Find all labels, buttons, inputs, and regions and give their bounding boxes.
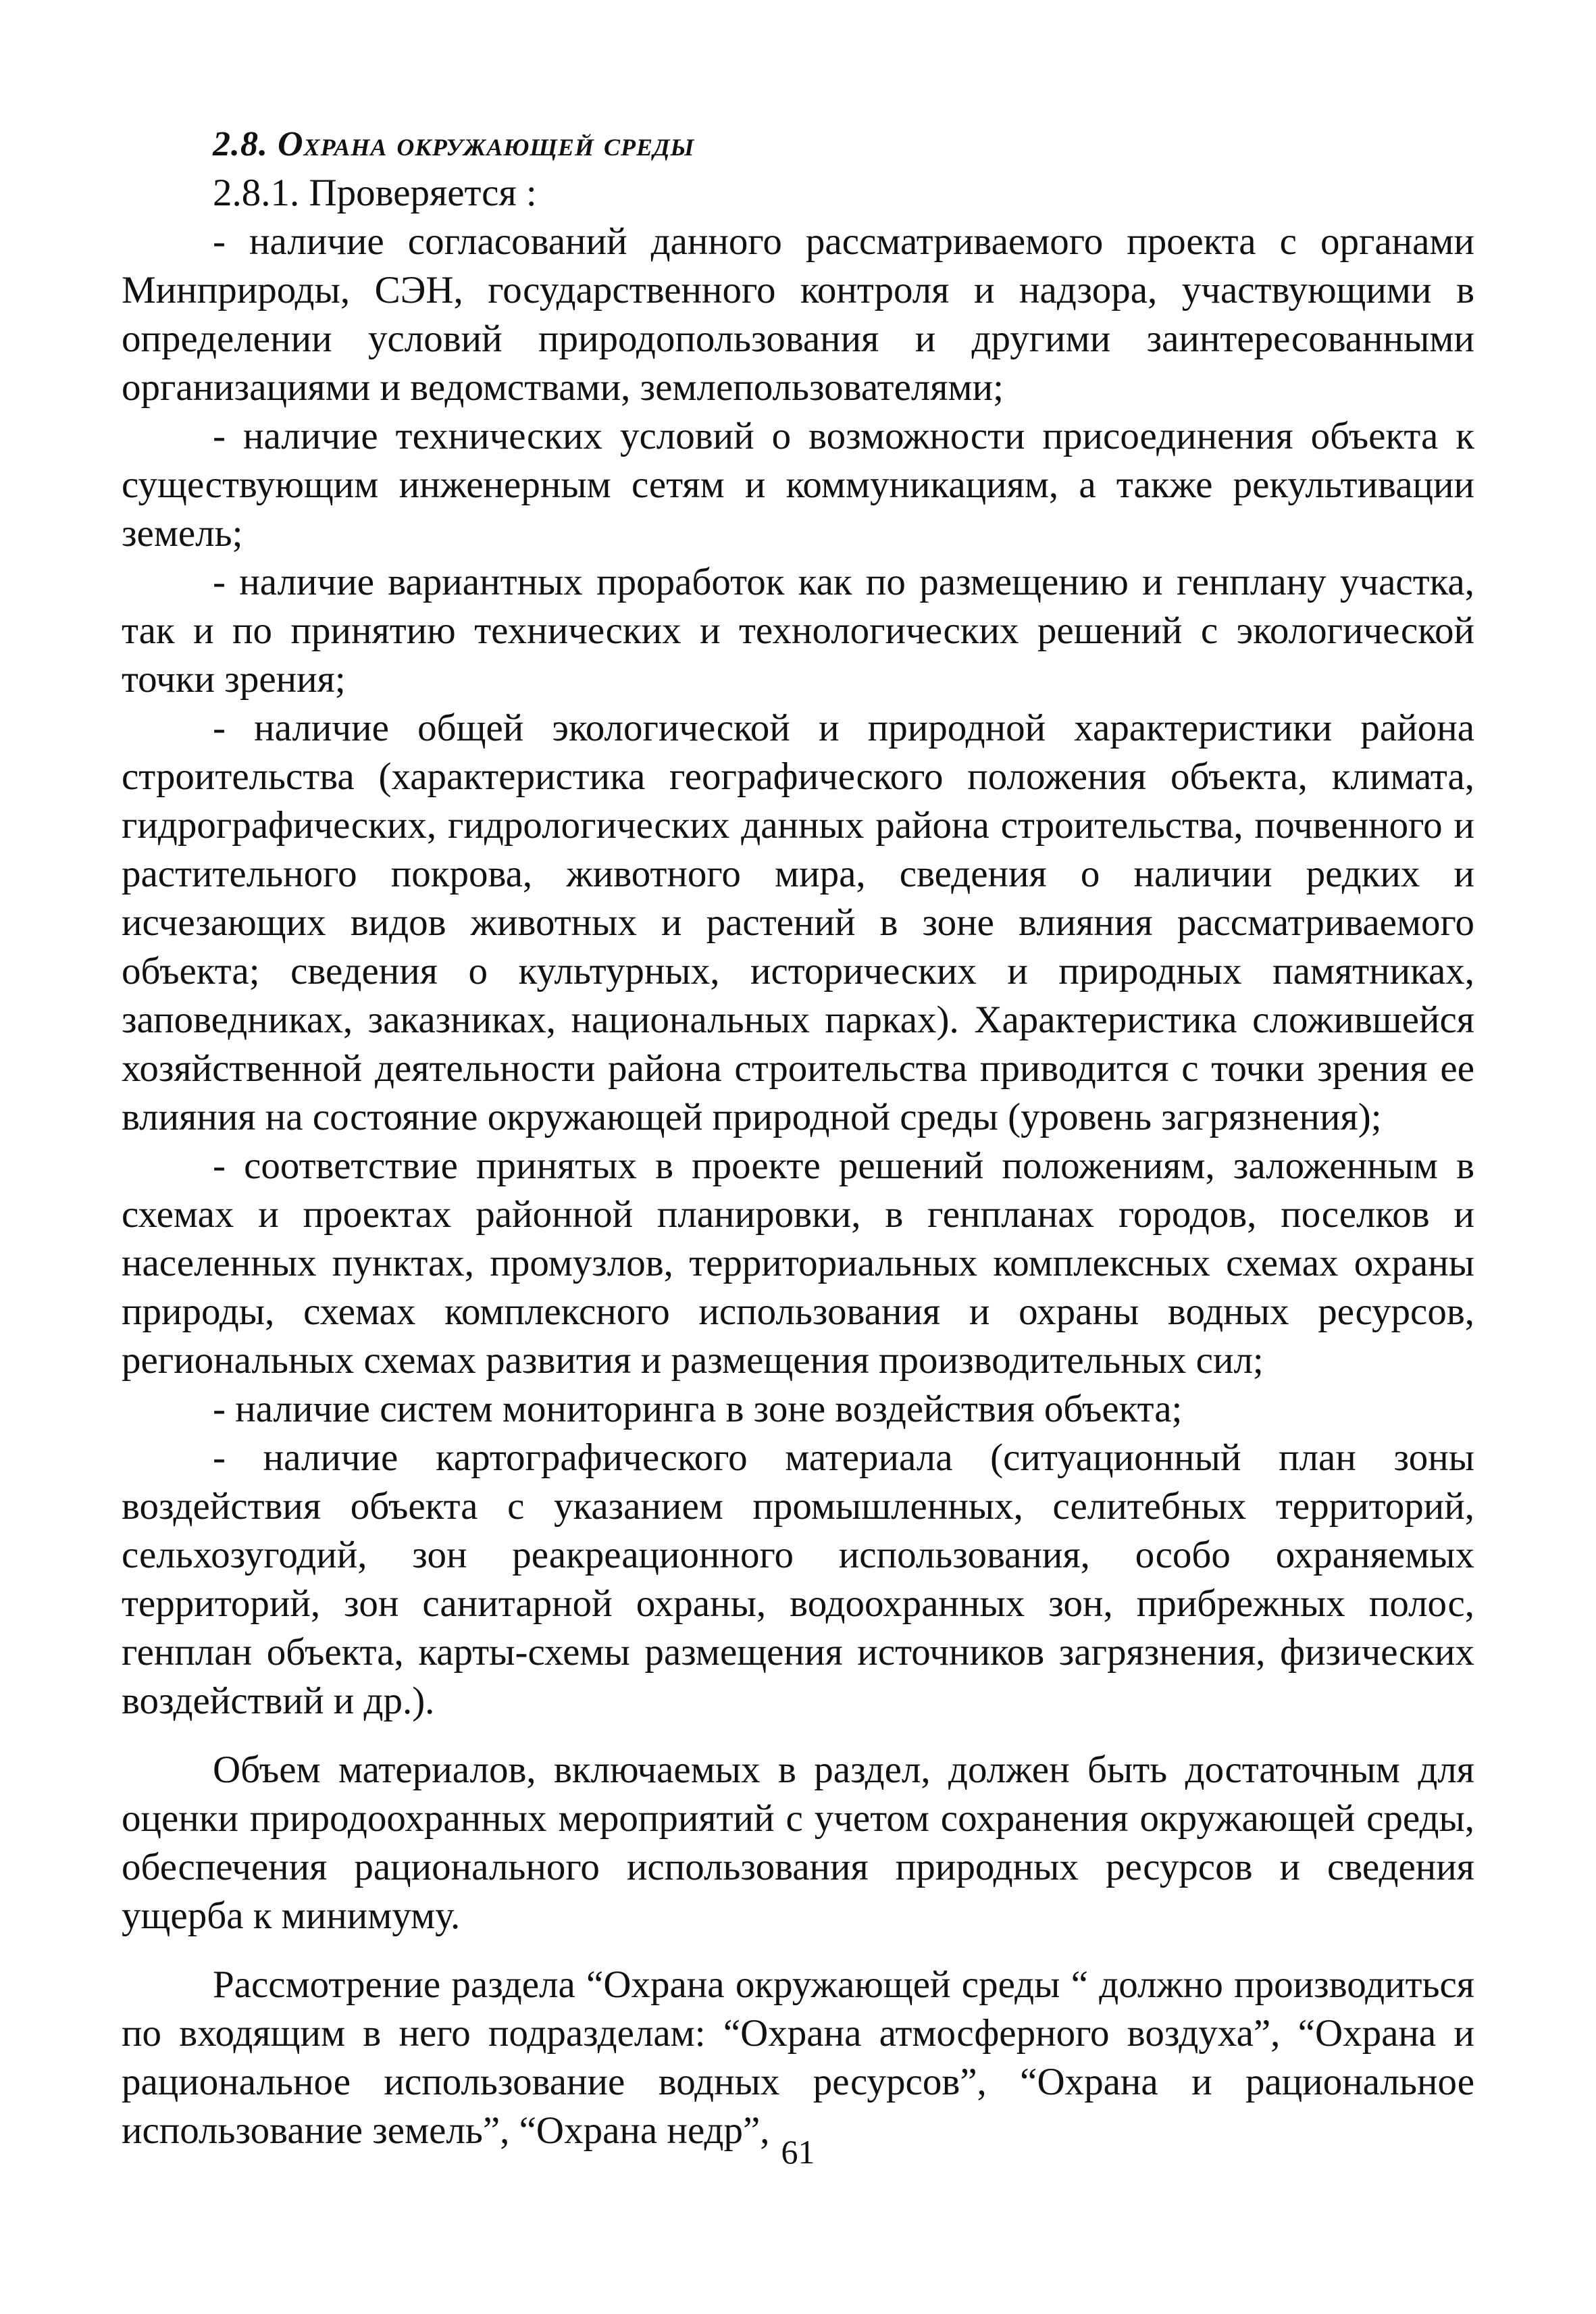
list-item: - наличие вариантных проработок как по размещению и генплану участка, так и по принятию технических и технологических решений с экологической точки зрения; [122,561,1474,701]
subsection-heading: 2.8.1. Проверяется : [213,172,537,214]
list-item: - наличие технических условий о возможности присоединения объекта к существующим инженерным сетям и коммуникациям, а также рекультивации земель; [122,415,1474,555]
page-content [122,120,1474,2155]
list-item: - соответствие принятых в проекте решений положениям, заложенным в схемах и проектах районной планировки, в генпланах городов, поселков и населенных пунктах, промузлов, территориальных комплексных схемах охраны природы, схемах комплексного использования и охраны водных ресурсов, региональных схемах развития и размещения производительных сил; [122,1145,1474,1382]
list-item: - наличие картографического материала (ситуационный план зоны воздействия объекта с указанием промышленных, селитебных территорий, сельхозугодий, зон реакреационного использования, особо охраняемых территорий, зон санитарной охраны, водоохранных зон, прибрежных полос, генплан объекта, карты-схемы размещения источников загрязнения, физических воздействий и др.). [122,1436,1474,1722]
body-paragraph: Рассмотрение раздела “Охрана окружающей среды “ должно производиться по входящим в него подразделам: “Охрана атмосферного воздуха”, “Охрана и рациональное использование водных ресурсов”, “Охрана и рациональное использование земель”, “Охрана недр”, [122,1963,1474,2152]
page-number: 61 [781,2133,815,2171]
list-item: - наличие систем мониторинга в зоне воздействия объекта; [213,1388,1183,1430]
section-heading: 2.8. Охрана окружающей среды [213,125,695,164]
body-paragraph: Объем материалов, включаемых в раздел, должен быть достаточным для оценки природоохранных мероприятий с учетом сохранения окружающей среды, обеспечения рационального использования природных ресурсов и сведения ущерба к минимуму. [122,1749,1474,1937]
list-item: - наличие согласований данного рассматриваемого проекта с органами Минприроды, СЭН, государственного контроля и надзора, участвующими в определении условий природопользования и другими заинтересованными организациями и ведомствами, землепользователями; [122,220,1474,409]
list-item: - наличие общей экологической и природной характеристики района строительства (характеристика географического положения объекта, климата, гидрографических, гидрологических данных района строительства, почвенного и растительного покрова, животного мира, сведения о наличии редких и исчезающих видов животных и растений в зоне влияния рассматриваемого объекта; сведения о культурных, исторических и природных памятниках, заповедниках, заказниках, национальных парках). Характеристика сложившейся хозяйственной деятельности района строительства приводится с точки зрения ее влияния на состояние окружающей природной среды (уровень загрязнения); [122,707,1474,1138]
